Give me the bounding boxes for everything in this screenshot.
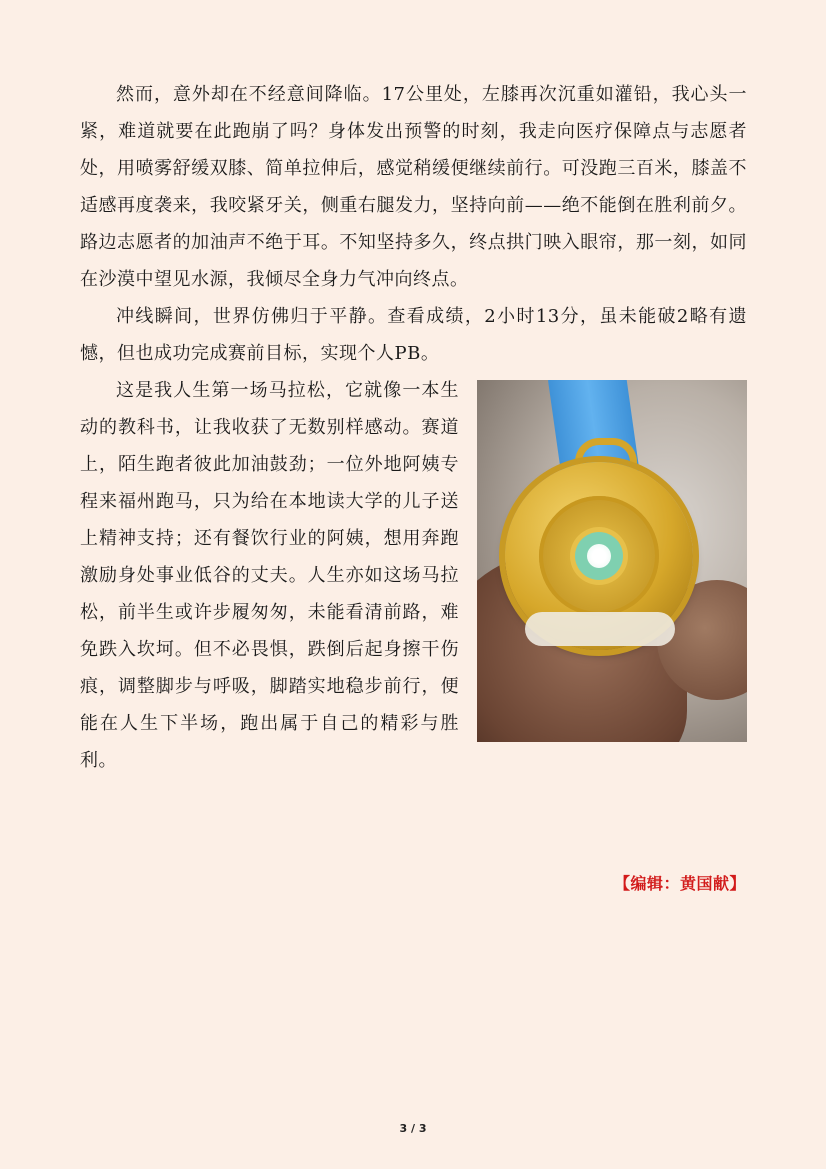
paragraph-1: 然而，意外却在不经意间降临。17公里处，左膝再次沉重如灌铅，我心头一紧，难道就要在此跑崩了吗？身体发出预警的时刻，我走向医疗保障点与志愿者处，用喷雾舒缓双膝、简单拉伸后，感觉稍缓便继续前行。可没跑三百米，膝盖不适感再度袭来，我咬紧牙关，侧重右腿发力，坚持向前——绝不能倒在胜利前夕。路边志愿者的加油声不绝于耳。不知坚持多久，终点拱门映入眼帘，那一刻，如同在沙漠中望见水源，我倾尽全身力气冲向终点。	[80, 84, 747, 290]
paragraph-3: 这是我人生第一场马拉松，它就像一本生动的教科书，让我收获了无数别样感动。赛道上，陌生跑者彼此加油鼓劲；一位外地阿姨专程来福州跑马，只为给在本地读大学的儿子送上精神支持；还有餐饮行业的阿姨，想用奔跑激励身处事业低谷的丈夫。人生亦如这场马拉松，前半生或许步履匆匆，未能看清前路，难免跌入坎坷。但不必畏惧，跌倒后起身擦干伤痕，调整脚步与呼吸，脚踏实地稳步前行，便能在人生下半场，跑出属于自己的精彩与胜利。	[80, 380, 459, 771]
paragraph-3-wrap	[80, 372, 747, 779]
article-body	[80, 76, 747, 779]
paragraph-2: 冲线瞬间，世界仿佛归于平静。查看成绩，2小时13分，虽未能破2略有遗憾，但也成功完成赛前目标，实现个人PB。	[80, 306, 747, 364]
medal-inner-ring	[539, 496, 659, 616]
editor-credit: 【编辑：黄国献】	[613, 874, 746, 893]
medal-cloud-band	[525, 612, 675, 646]
marathon-medal	[505, 462, 693, 650]
medal-photo	[477, 380, 747, 742]
page-number: 3 / 3	[399, 1122, 427, 1135]
flower-emblem-icon	[575, 532, 623, 580]
